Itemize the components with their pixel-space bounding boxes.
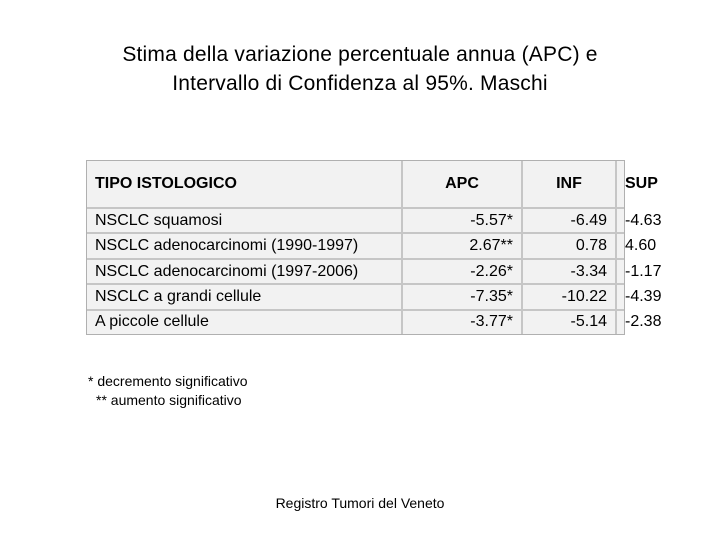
slide-title [40, 40, 680, 98]
header-inf: INF [523, 161, 617, 209]
cell-apc: -3.77* [403, 311, 523, 334]
table-row [87, 285, 624, 310]
cell-sup: -4.63 [617, 209, 624, 234]
cell-tipo: NSCLC a grandi cellule [87, 285, 403, 310]
header-apc: APC [403, 161, 523, 209]
source-credit: Registro Tumori del Veneto [275, 495, 445, 511]
cell-inf: 0.78 [523, 234, 617, 259]
header-sup: SUP [617, 161, 624, 209]
footnotes [88, 372, 248, 410]
apc-table [87, 161, 662, 334]
footnote-aumento: ** aumento significativo [96, 392, 242, 408]
cell-sup: 4.60 [617, 234, 624, 259]
table-row [87, 311, 624, 334]
title-line-1: Stima della variazione percentuale annua (APC) e [122, 43, 598, 66]
cell-inf: -10.22 [523, 285, 617, 310]
cell-tipo: NSCLC squamosi [87, 209, 403, 234]
header-tipo-istologico: TIPO ISTOLOGICO [87, 161, 403, 209]
cell-sup: -4.39 [617, 285, 624, 310]
cell-apc: -5.57* [403, 209, 523, 234]
cell-inf: -6.49 [523, 209, 617, 234]
cell-sup: -1.17 [617, 260, 624, 285]
title-line-2: Intervallo di Confidenza al 95%. Maschi [172, 72, 548, 95]
cell-inf: -3.34 [523, 260, 617, 285]
cell-tipo: NSCLC adenocarcinomi (1997-2006) [87, 260, 403, 285]
cell-inf: -5.14 [523, 311, 617, 334]
table-row [87, 260, 624, 285]
cell-apc: -2.26* [403, 260, 523, 285]
cell-apc: 2.67** [403, 234, 523, 259]
cell-apc: -7.35* [403, 285, 523, 310]
table-row [87, 234, 624, 259]
apc-table-container [86, 160, 662, 335]
cell-sup: -2.38 [617, 311, 624, 334]
cell-tipo: NSCLC adenocarcinomi (1990-1997) [87, 234, 403, 259]
table-header-row [87, 161, 624, 209]
cell-tipo: A piccole cellule [87, 311, 403, 334]
table-row [87, 209, 624, 234]
footnote-decremento: * decremento significativo [88, 373, 248, 389]
